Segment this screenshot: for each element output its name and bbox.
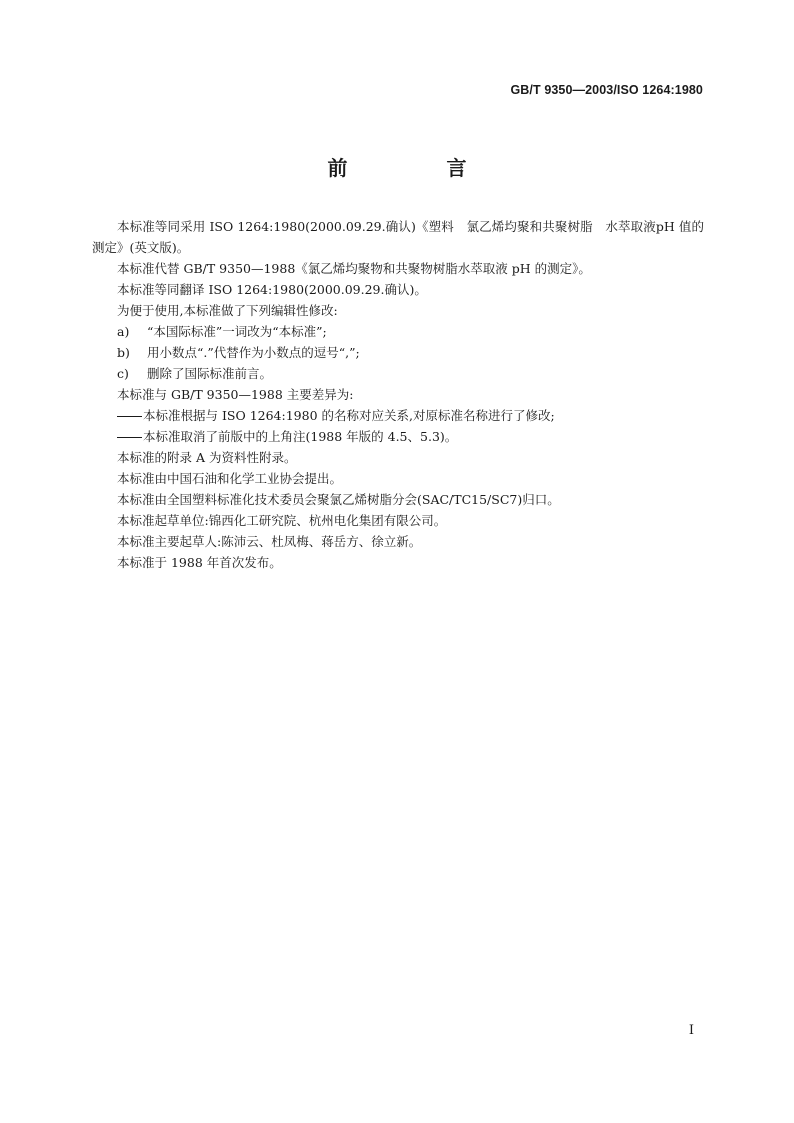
foreword-body — [92, 216, 704, 573]
list-item-text: “本国际标准”一词改为“本标准”; — [147, 324, 327, 339]
paragraph-annex: 本标准的附录 A 为资料性附录。 — [117, 450, 297, 465]
paragraph-committee: 本标准由全国塑料标准化技术委员会聚氯乙烯树脂分会(SAC/TC15/SC7)归口。 — [117, 492, 560, 507]
paragraph-replaces: 本标准代替 GB/T 9350—1988《氯乙烯均聚物和共聚物树脂水萃取液 pH 的测定》。 — [117, 261, 591, 276]
list-item-text: 用小数点“.”代替作为小数点的逗号“,”; — [147, 345, 360, 360]
difference-text: 本标准根据与 ISO 1264:1980 的名称对应关系,对原标准名称进行了修改; — [143, 408, 555, 423]
paragraph-translation: 本标准等同翻译 ISO 1264:1980(2000.09.29.确认)。 — [117, 282, 427, 297]
page-title: 前 言 — [327, 156, 513, 180]
paragraph-first-issue: 本标准于 1988 年首次发布。 — [117, 555, 282, 570]
paragraph-differences-intro: 本标准与 GB/T 9350—1988 主要差异为: — [117, 387, 354, 402]
list-item-text: 删除了国际标准前言。 — [147, 366, 273, 381]
edit-item-a — [92, 321, 704, 342]
standard-code: GB/T 9350—2003/ISO 1264:1980 — [510, 83, 703, 97]
paragraph-adoption: 本标准等同采用 ISO 1264:1980(2000.09.29.确认)《塑料 氯乙烯均聚和共聚树脂 水萃取液pH 值的测定》(英文版)。 — [92, 219, 704, 255]
paragraph-drafting-units: 本标准起草单位:锦西化工研究院、杭州电化集团有限公司。 — [117, 513, 447, 528]
difference-item — [92, 426, 704, 447]
dash-icon — [117, 437, 142, 438]
edit-item-c — [92, 363, 704, 384]
list-marker: a) — [117, 324, 130, 339]
dash-icon — [117, 416, 142, 417]
list-marker: b) — [117, 345, 130, 360]
difference-text: 本标准取消了前版中的上角注(1988 年版的 4.5、5.3)。 — [143, 429, 458, 444]
paragraph-proposer: 本标准由中国石油和化学工业协会提出。 — [117, 471, 343, 486]
paragraph-edits-intro: 为便于使用,本标准做了下列编辑性修改: — [117, 303, 338, 318]
page-number: I — [688, 1023, 694, 1038]
edit-item-b — [92, 342, 704, 363]
list-marker: c) — [117, 366, 129, 381]
paragraph-drafters: 本标准主要起草人:陈沛云、杜凤梅、蒋岳方、徐立新。 — [117, 534, 422, 549]
difference-item — [92, 405, 704, 426]
